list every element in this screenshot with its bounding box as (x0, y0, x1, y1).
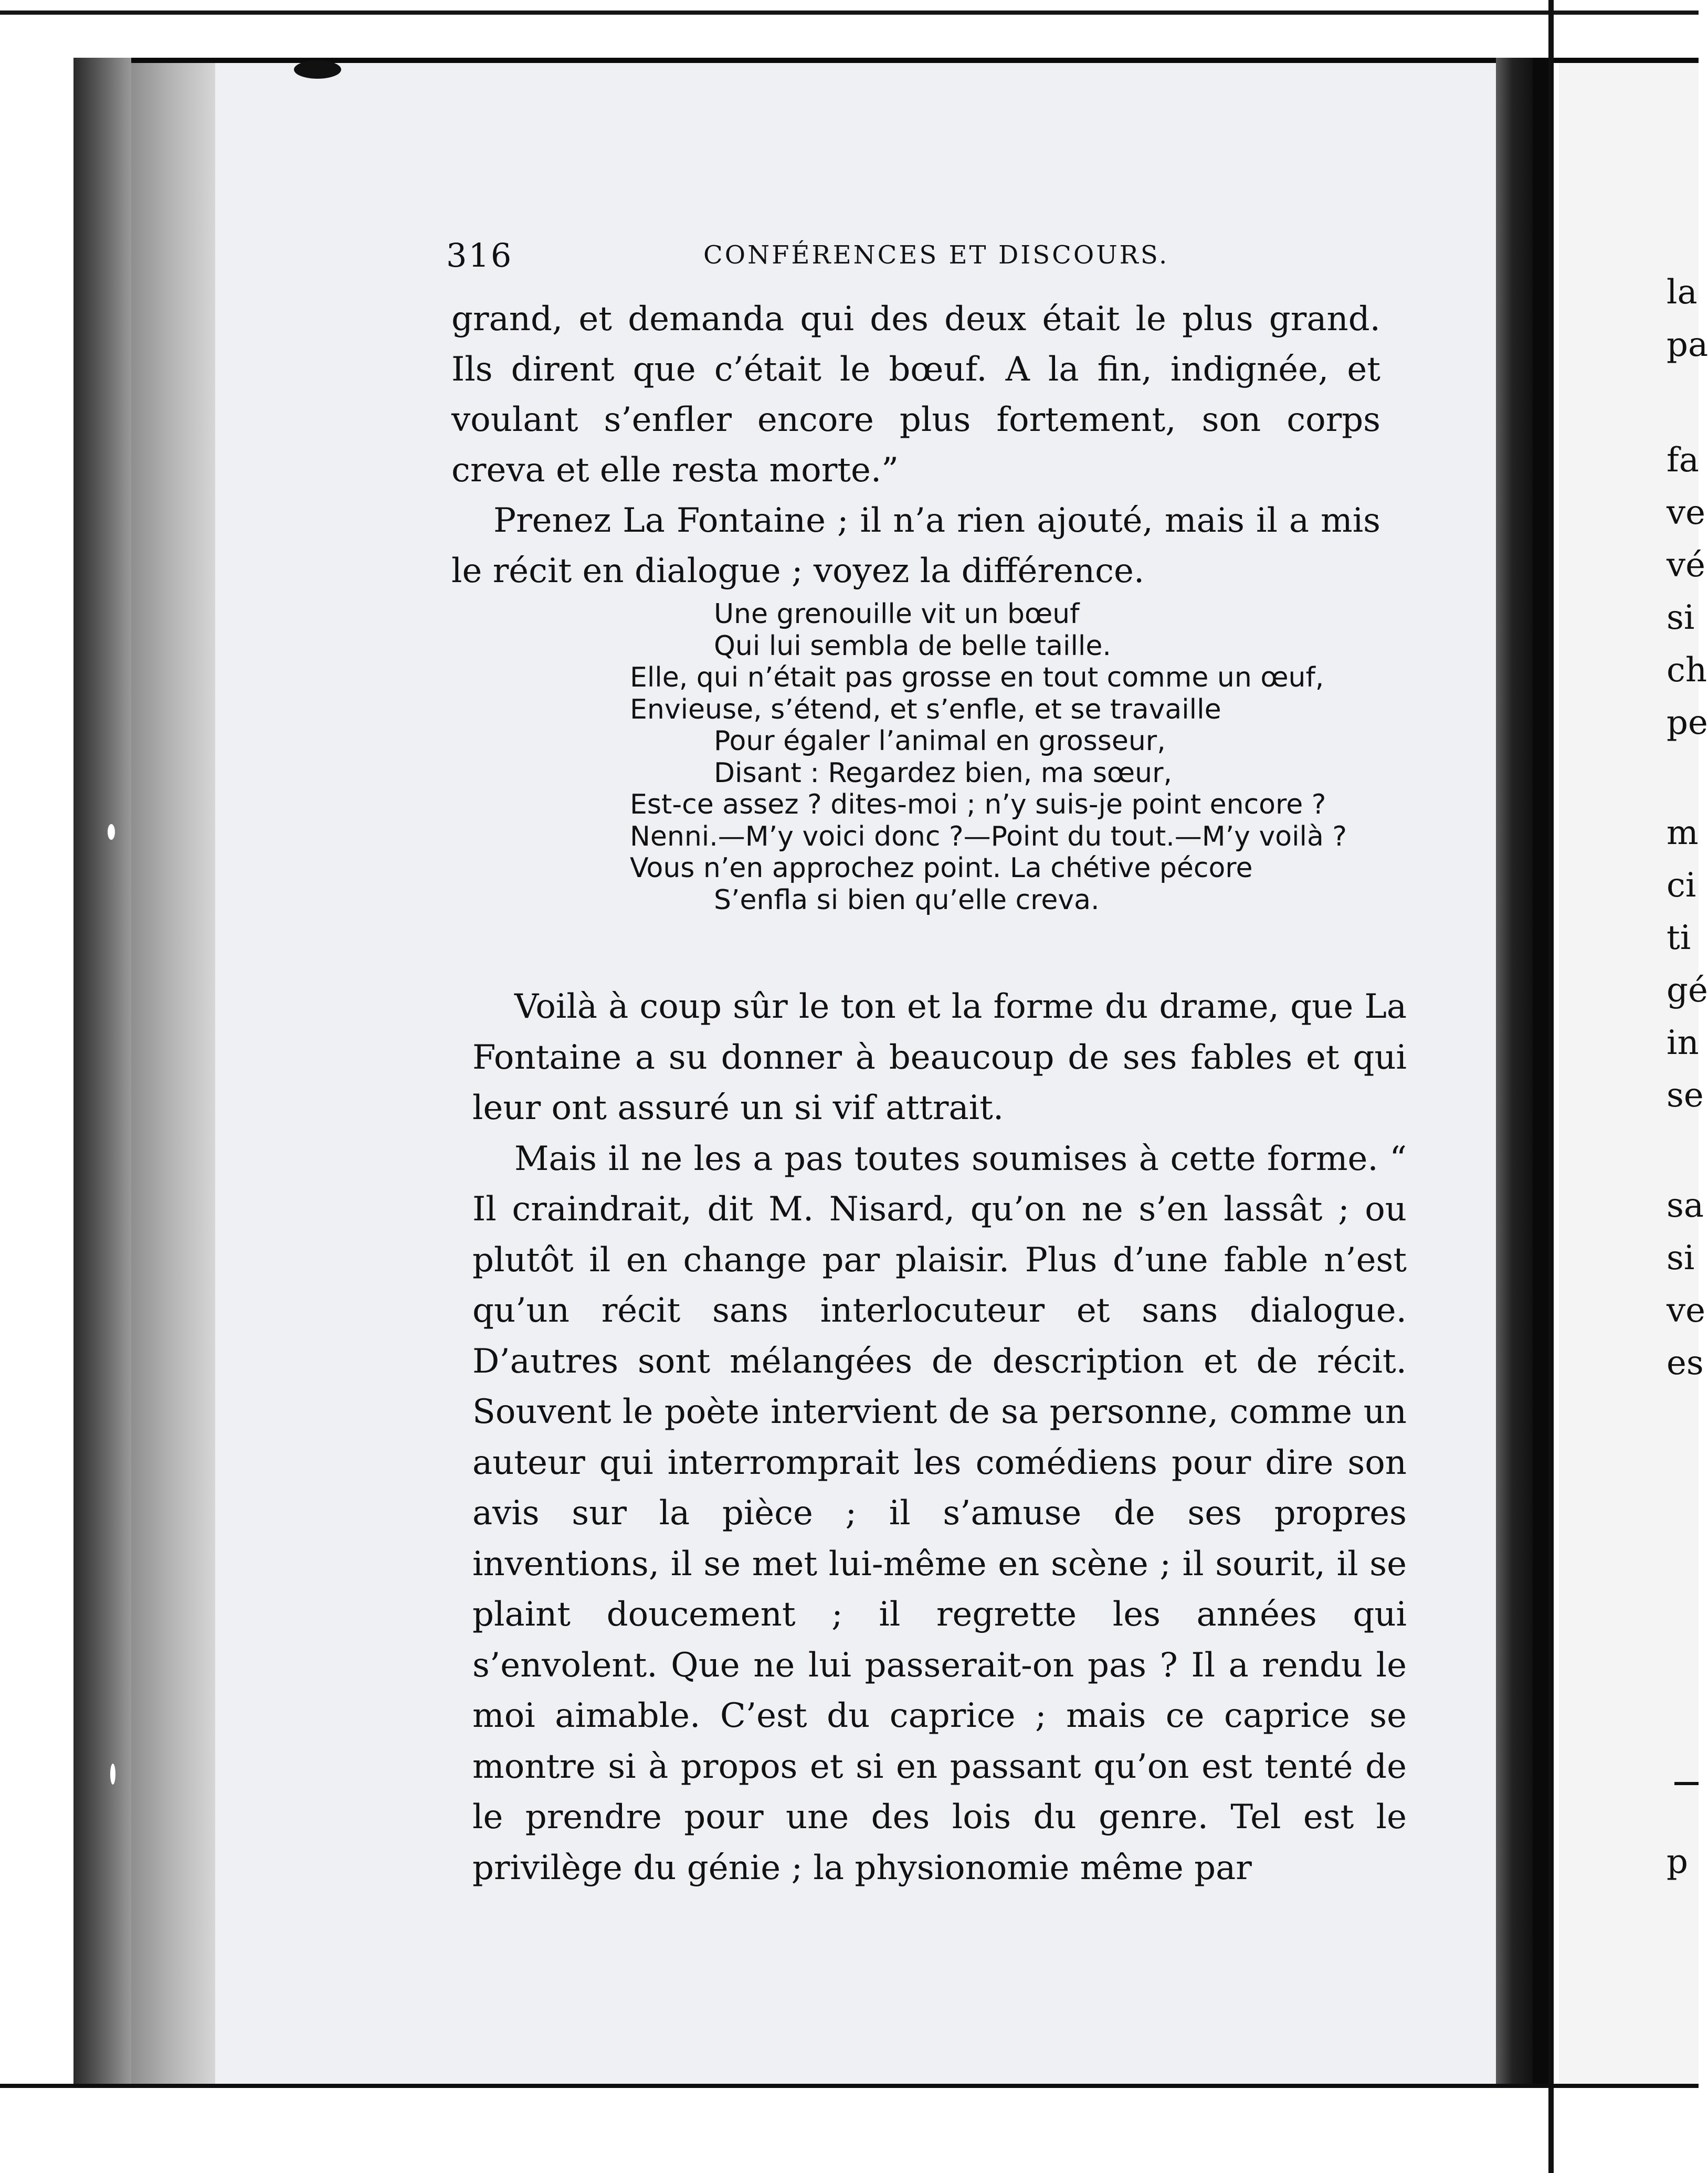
paragraph: Mais il ne les a pas toutes soumises à cette forme. “ Il craindrait, dit M. Nisard, qu’on ne s’en lassât ; ou plutôt il en change par plaisir. Plus d’une fable n’est qu’un récit sans interlocuteur et sans dialogue. D’autres sont mélangées de description et de récit. Souvent le poète intervient de sa personne, comme un auteur qui interromprait les comédiens pour dire son avis sur la pièce ; il s’amuse de ses propres inventions, il se met lui-même en scène ; il sourit, il se plaint doucement ; il regrette les années qui s’envolent. Que ne lui passerait-on pas ? Il a rendu le moi aimable. C’est du caprice ; mais ce caprice se montre si à propos et si en passant qu’on est tenté de le prendre pour une des lois du genre. Tel est le privilège du génie ; la physionomie même par (472, 1139, 1407, 1887)
book-spine-shadow (73, 58, 131, 2084)
paragraph: Prenez La Fontaine ; il n’a rien ajouté, mais il a mis le récit en dialogue ; voyez la différence. (451, 501, 1380, 590)
scan-speck (110, 1764, 115, 1785)
poem-line: Est-ce assez ? dites-moi ; n’y suis-je point encore ? (630, 789, 1326, 820)
fable-poem (630, 598, 1391, 916)
facing-page-rule (1674, 1782, 1699, 1785)
facing-page-fragment: pa (1667, 325, 1708, 364)
facing-page-fragment: se (1667, 1076, 1704, 1115)
facing-page-fragment: ve (1667, 1291, 1706, 1330)
facing-page-fragment: si (1667, 598, 1695, 637)
prose-bottom (472, 982, 1407, 1893)
poem-line: Nenni.—M’y voici donc ?—Point du tout.—M’y voilà ? (630, 820, 1347, 852)
prose-top (451, 294, 1380, 596)
paragraph: Voilà à coup sûr le ton et la forme du drame, que La Fontaine a su donner à beaucoup de ses fables et qui leur ont assuré un si vif attrait. (472, 987, 1407, 1127)
page-header (446, 231, 1396, 273)
poem-line: S’enfla si bien qu’elle creva. (714, 884, 1100, 916)
facing-page-fragment: vé (1667, 546, 1706, 585)
poem-line: Qui lui sembla de belle taille. (714, 630, 1111, 662)
poem-line: Une grenouille vit un bœuf (714, 598, 1080, 630)
facing-page-fragment: ci (1667, 866, 1696, 905)
poem-line: Envieuse, s’étend, et s’enfle, et se travaille (630, 693, 1221, 725)
gutter-shadow (1496, 58, 1533, 2084)
facing-page-fragment: fa (1667, 441, 1699, 480)
facing-page-fragment: in (1667, 1024, 1699, 1062)
scan-frame-line (1548, 0, 1554, 2173)
ink-blot (294, 60, 341, 79)
facing-page-fragment: p (1667, 1842, 1688, 1881)
running-title: CONFÉRENCES ET DISCOURS. (703, 240, 1169, 270)
poem-line: Pour égaler l’animal en grosseur, (714, 725, 1166, 757)
poem-line: Disant : Regardez bien, ma sœur, (714, 757, 1172, 789)
paragraph: grand, et demanda qui des deux était le plus grand. Ils dirent que c’était le bœuf. A la fin, indignée, et voulant s’enfler encore plus fortement, son corps creva et elle resta morte.” (451, 300, 1380, 490)
page-edge-shadow (131, 63, 215, 2084)
facing-page-fragment: la (1667, 273, 1698, 312)
poem-line: Vous n’en approchez point. La chétive pécore (630, 852, 1253, 884)
facing-page-fragment: ch (1667, 651, 1707, 690)
facing-page-fragments (1667, 273, 1708, 1900)
facing-page-fragment: ve (1667, 493, 1706, 532)
page-number: 316 (446, 236, 513, 275)
scan-bottom-edge (0, 2084, 1699, 2088)
facing-page-fragment: gé (1667, 971, 1708, 1010)
poem-line: Elle, qui n’était pas grosse en tout comme un œuf, (630, 662, 1324, 693)
scan-speck (108, 824, 115, 840)
facing-page-fragment: pe (1667, 703, 1708, 742)
facing-page-fragment: m (1667, 814, 1699, 852)
facing-page-fragment: si (1667, 1239, 1695, 1278)
gutter-fold (1533, 58, 1548, 2084)
facing-page-fragment: ti (1667, 919, 1691, 957)
facing-page-fragment: sa (1667, 1186, 1704, 1225)
scan-top-edge (0, 10, 1699, 15)
facing-page-fragment: es (1667, 1344, 1704, 1383)
